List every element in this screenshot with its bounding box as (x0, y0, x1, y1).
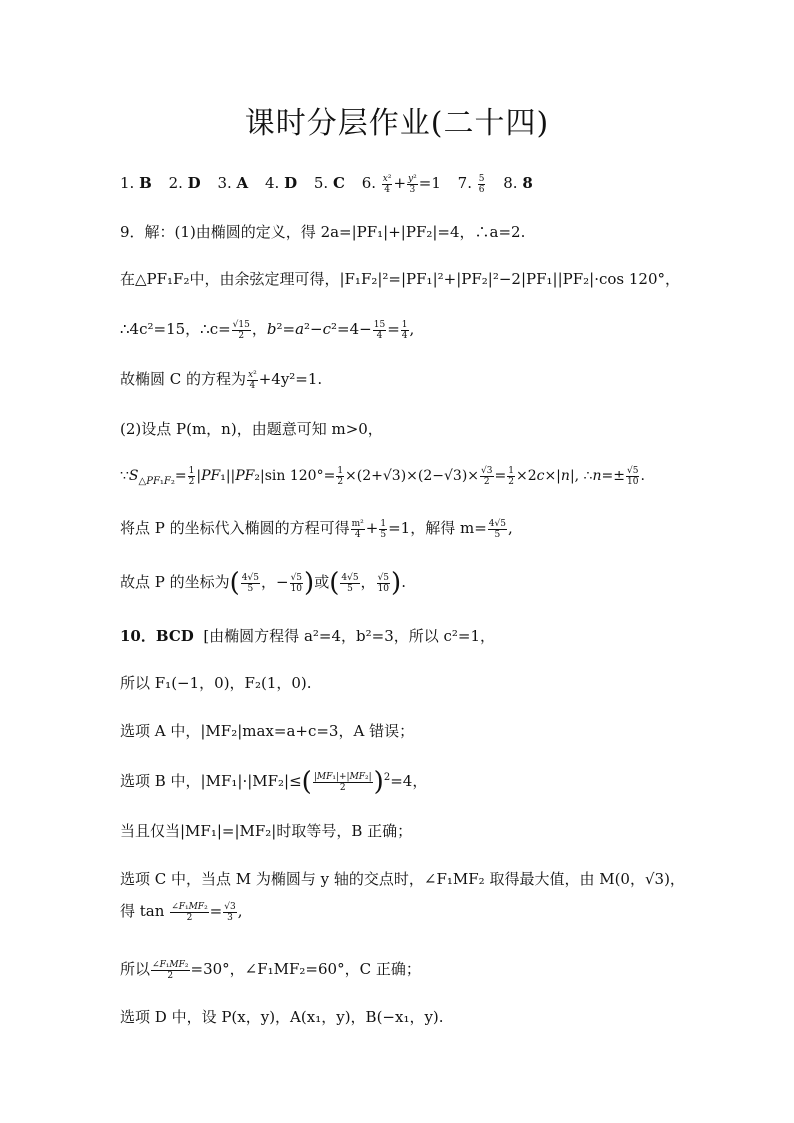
answer-6: 6. $\frac{\text{x²}}{4}$ + $\frac{\text{y²}}{3}$ =1 (361, 173, 441, 195)
answer-7: 7. $\frac{5}{6}$ (457, 173, 485, 195)
q9-line-8: 故点 P 的坐标为( $\frac{4√5}{5}$ ，− $\frac{√5}{10}$ )或( $\frac{4√5}{5}$ ， $\frac{√5}{10}$ ). (120, 568, 406, 598)
answer-5: 5. C (313, 174, 345, 192)
q10-line-3: 选项 A 中，|MF₂|max=a+c=3，A 错误； (120, 722, 415, 740)
q10-line-6: 选项 C 中，当点 M 为椭圆与 y 轴的交点时，∠F₁MF₂ 取得最大值，由 M(0，√3)， (120, 870, 685, 888)
q9-line-5: (2)设点 P(m，n)，由题意可知 m>0， (120, 420, 383, 438)
q9-line-6: $\because S_{\triangle PF_1F_2}=$ $\frac{1}{2}$ |PF₁||PF₂|sin 120°= $\frac{1}{2}$ ×(2+√3)×(2−√3)× $\frac{√3}{2}$ = $\frac{1}{2}$ ×2c×|n|, ∴n=± $\frac{√5}{10}$ . (120, 465, 645, 487)
q9-line-4: 故椭圆 C 的方程为 $\frac{\text{x²}}{4}$ +4y²=1. (120, 369, 323, 391)
q10-line-5: 当且仅当|MF₁|=|MF₂|时取等号，B 正确； (120, 822, 413, 840)
q10-line-8: 所以 $\frac{\text{∠F₁MF₂}}{2}$ =30°，∠F₁MF₂=60°，C 正确； (120, 959, 421, 981)
q10-line-7: 得 tan $\frac{\text{∠F₁MF₂}}{2}$ = $\frac{√3}{3}$ , (120, 901, 243, 923)
q9-line-2: 在△PF₁F₂中，由余弦定理可得，|F₁F₂|²=|PF₁|²+|PF₂|²−2|PF₁||PF₂|·cos 120°， (120, 270, 680, 288)
q10-line-1: 10．BCD [由椭圆方程得 a²=4，b²=3，所以 c²=1， (120, 627, 496, 645)
q9-line-7: 将点 P 的坐标代入椭圆的方程可得 $\frac{\text{m²}}{4}$ + $\frac{1}{5}$ =1，解得 m= $\frac{4√5}{5}$ , (120, 518, 513, 540)
answer-1: 1. B (120, 174, 152, 192)
q10-line-2: 所以 F₁(−1，0)，F₂(1，0). (120, 674, 312, 692)
q10-line-4: 选项 B 中，|MF₁|·|MF₂|≤( $\frac{\text{|MF₁|+|MF₂|}}{2}$ )$^2$=4， (120, 767, 428, 797)
answer-2: 2. D (168, 174, 201, 192)
page-title: 课时分层作业(二十四) (244, 106, 550, 141)
answer-key-line (120, 172, 700, 195)
q9-line-3: ∴4c²=15，∴c= $\frac{√15}{2}$ ，b²=a²−c²=4− $\frac{15}{4}$ = $\frac{1}{4}$ , (120, 319, 415, 341)
q9-line-1: 9．解：(1)由椭圆的定义，得 2a=|PF₁|+|PF₂|=4，∴a=2. (120, 223, 526, 241)
answer-4: 4. D (264, 174, 298, 192)
q10-line-9: 选项 D 中，设 P(x，y)，A(x₁，y)，B(−x₁，y). (120, 1008, 444, 1026)
answer-8: 8. 8 (503, 174, 533, 192)
answer-3: 3. A (217, 174, 249, 192)
